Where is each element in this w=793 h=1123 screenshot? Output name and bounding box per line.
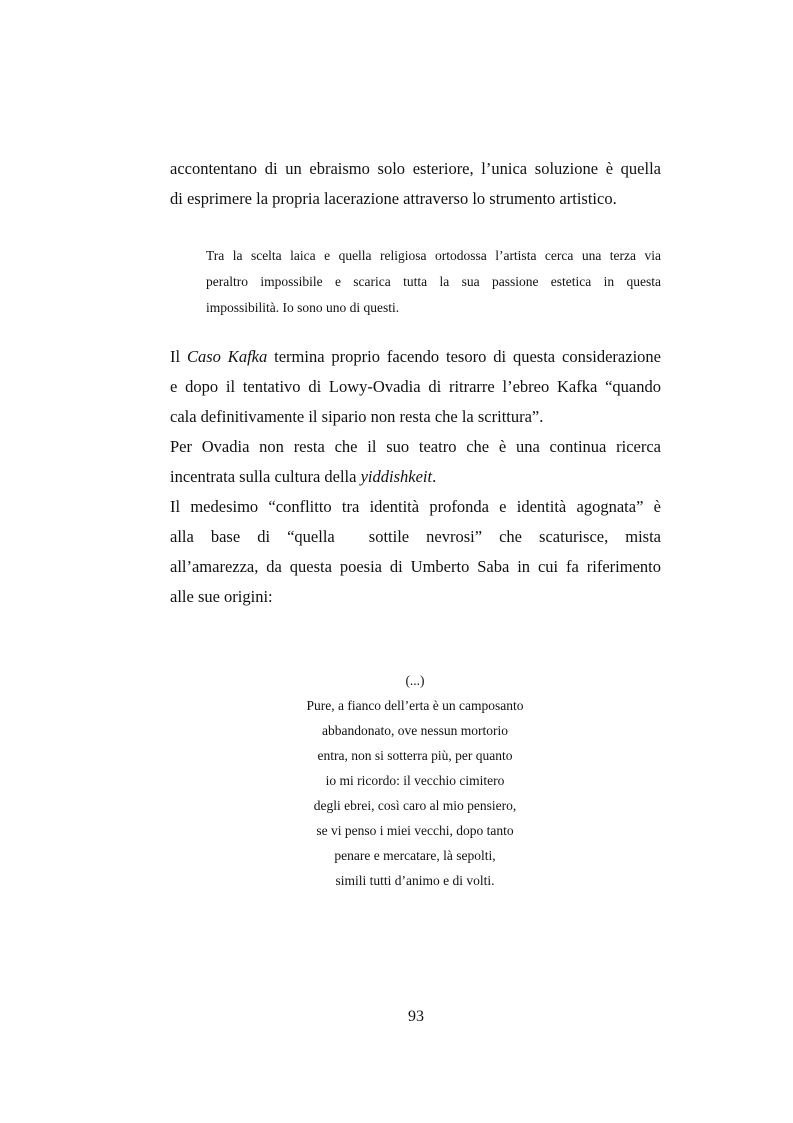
poem-line: simili tutti d’animo e di volti. <box>335 873 495 888</box>
poem-line: io mi ricordo: il vecchio cimitero <box>325 773 505 788</box>
text-line: cala definitivamente il sipario non resta che la scrittura”. <box>170 407 544 426</box>
book-title: Caso Kafka <box>186 347 268 366</box>
poem-line: se vi penso i miei vecchi, dopo tanto <box>316 823 514 838</box>
text-line: alla base di “quella sottile nevrosi” che scaturisce, mista <box>170 527 661 546</box>
text-run: . <box>432 467 437 486</box>
text-line: e dopo il tentativo di Lowy-Ovadia di ritrarre l’ebreo Kafka “quando <box>170 377 661 396</box>
text-line: di esprimere la propria lacerazione attraverso lo strumento artistico. <box>170 189 617 208</box>
poem-line: (...) <box>405 673 425 688</box>
quote-line: Tra la scelta laica e quella religiosa ortodossa l’artista cerca una terza via <box>206 248 661 263</box>
quote-line: impossibilità. Io sono uno di questi. <box>206 300 400 315</box>
italic-term: yiddishkeit <box>360 467 433 486</box>
body-text <box>170 342 661 612</box>
poem-line: abbandonato, ove nessun mortorio <box>322 723 508 738</box>
block-quote <box>206 243 661 321</box>
page-number: 93 <box>408 1008 424 1025</box>
paragraph-continuation <box>170 154 661 214</box>
text-run: Il <box>170 347 187 366</box>
poem <box>230 668 600 893</box>
text-run: incentrata sulla cultura della <box>170 467 361 486</box>
text-line: Il medesimo “conflitto tra identità profonda e identità agognata” è <box>170 497 661 516</box>
text-line: Per Ovadia non resta che il suo teatro che è una continua ricerca <box>170 437 661 456</box>
quote-line: peraltro impossibile e scarica tutta la sua passione estetica in questa <box>206 274 661 289</box>
text-run: termina proprio facendo tesoro di questa considerazione <box>267 347 661 366</box>
poem-line: entra, non si sotterra più, per quanto <box>317 748 513 763</box>
text-line <box>170 342 661 372</box>
poem-line: penare e mercatare, là sepolti, <box>334 848 496 863</box>
poem-line: degli ebrei, così caro al mio pensiero, <box>313 798 517 813</box>
text-line: accontentano di un ebraismo solo esteriore, l’unica soluzione è quella <box>170 159 661 178</box>
text-line: alle sue origini: <box>170 587 273 606</box>
text-line <box>170 462 661 492</box>
poem-line: Pure, a fianco dell’erta è un camposanto <box>306 698 524 713</box>
text-line: all’amarezza, da questa poesia di Umberto Saba in cui fa riferimento <box>170 557 661 576</box>
